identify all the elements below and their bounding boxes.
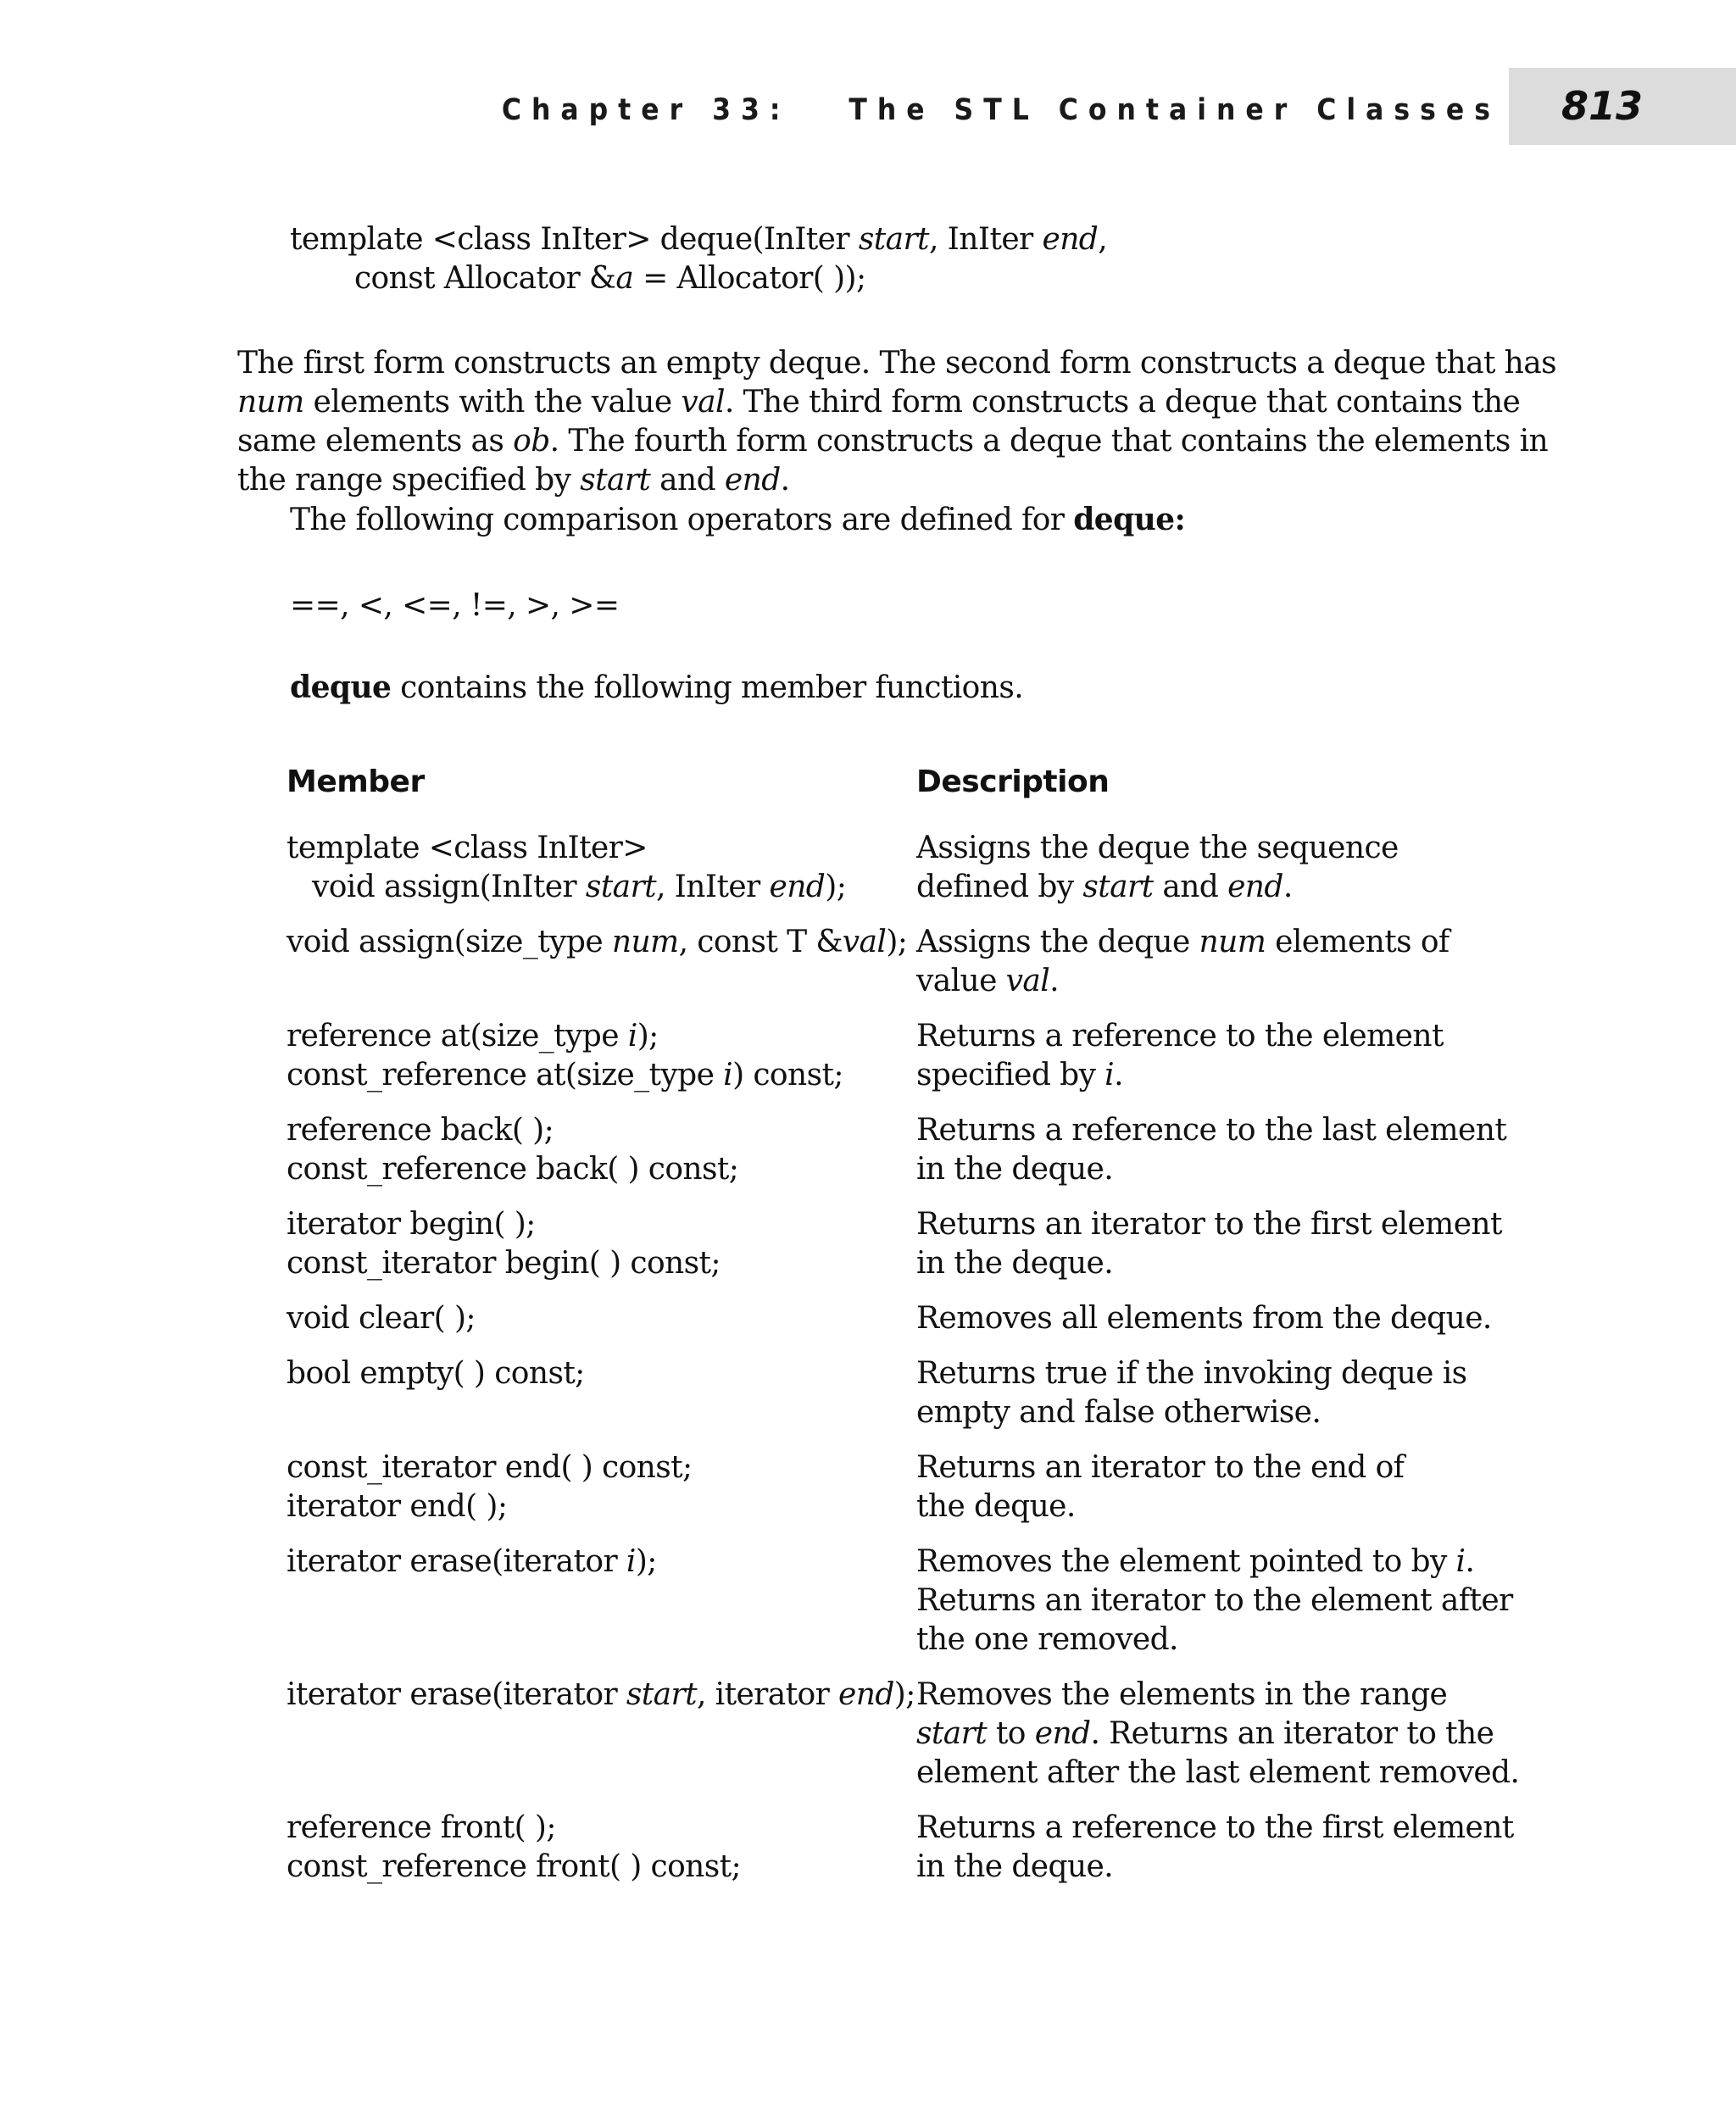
description-cell: Returns true if the invoking deque is empty and false otherwise. [916,1356,1467,1430]
paragraph-line: The following comparison operators are defined for deque: [290,502,1186,537]
table-row [287,1205,1502,1283]
member-cell: template <class InIter> void assign(InIter start, InIter end); [287,831,847,904]
member-table [287,829,1520,1903]
description-cell: Removes all elements from the deque. [916,1301,1492,1336]
member-cell: iterator erase(iterator start, iterator end); [287,1677,915,1712]
table-row [287,829,1490,907]
table-row [287,923,1490,1001]
members-intro: deque contains the following member functions. [290,670,1024,705]
table-row [287,1809,1514,1887]
column-header-member: Member [287,764,425,799]
description-cell: Returns an iterator to the end of the deque. [916,1450,1405,1524]
description-cell: Returns a reference to the first element in the deque. [916,1810,1514,1884]
member-cell: reference front( ); const_reference front( ) const; [287,1810,742,1884]
table-row [287,1676,1520,1793]
comparison-operators: ==, <, <=, !=, >, >= [290,588,620,623]
description-cell: Returns a reference to the element specified by i. [916,1019,1444,1092]
description-cell: Assigns the deque the sequence defined by start and end. [916,831,1399,904]
running-head-title: Chapter 33: The STL Container Classes [501,93,1500,127]
paragraph-line: the range specified by start and end. [237,463,790,498]
member-cell: void assign(size_type num, const T &val); [287,925,908,959]
description-cell: Returns an iterator to the first element in the deque. [916,1207,1502,1281]
table-row [287,1543,1513,1659]
table-row [287,1111,1507,1189]
paragraph-line: same elements as ob. The fourth form constructs a deque that contains the elements in [237,424,1549,459]
description-cell: Returns a reference to the last element in the deque. [916,1113,1507,1187]
body-paragraph [237,344,1556,540]
column-header-description: Description [916,764,1110,799]
table-row [287,1017,1490,1095]
description-cell: Removes the element pointed to by i. Returns an iterator to the element after the one removed. [916,1544,1513,1657]
member-cell: iterator begin( ); const_iterator begin( ) const; [287,1207,721,1281]
paragraph-line: num elements with the value val. The third form constructs a deque that contains the [237,385,1521,420]
table-row [287,1448,1490,1526]
member-cell: bool empty( ) const; [287,1356,585,1391]
prototype-line-2: const Allocator &a = Allocator( )); [354,261,866,296]
constructor-prototype [290,220,1107,298]
description-cell: Removes the elements in the range start to end. Returns an iterator to the element after the last element removed. [916,1677,1520,1790]
paragraph-line: The first form constructs an empty deque. The second form constructs a deque that has [237,346,1556,381]
member-cell: iterator erase(iterator i); [287,1544,657,1579]
member-cell: reference back( ); const_reference back( ) const; [287,1113,739,1187]
page-number: 813 [1561,83,1644,129]
table-row [287,1354,1490,1432]
prototype-line-1: template <class InIter> deque(InIter start, InIter end, [290,222,1108,257]
member-cell: reference at(size_type i); const_reference at(size_type i) const; [287,1019,843,1092]
member-cell: void clear( ); [287,1301,476,1336]
member-cell: const_iterator end( ) const; iterator end( ); [287,1450,693,1524]
table-row [287,1299,1490,1338]
description-cell: Assigns the deque num elements of value val. [916,925,1449,998]
